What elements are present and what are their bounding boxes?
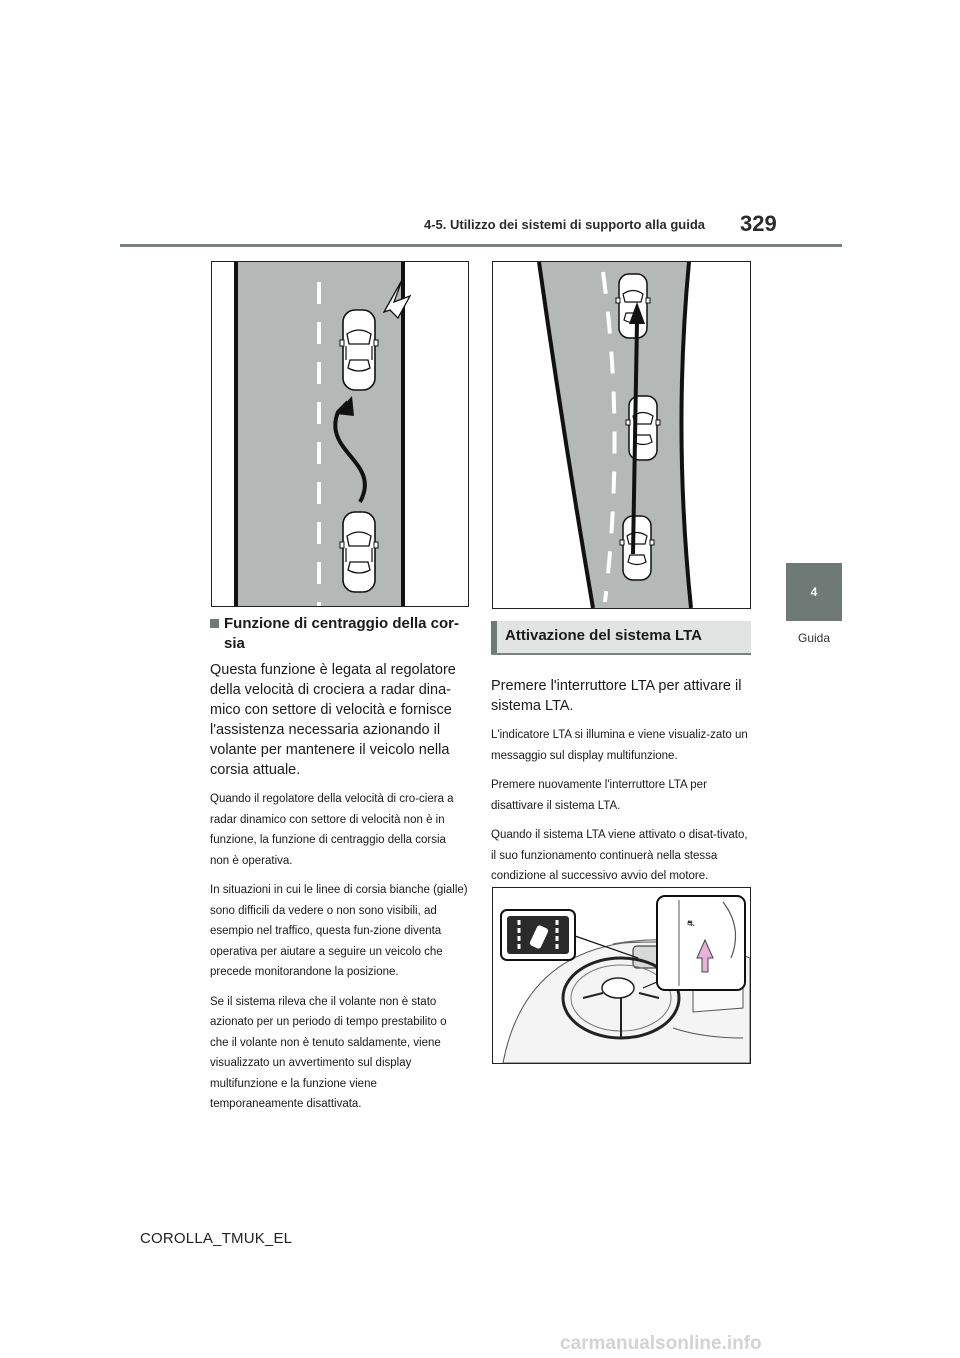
paragraph: Quando il regolatore della velocità di cro-ciera a radar dinamico con settore di velocità non è in funzione, la funzione di centraggio della corsia non è operativa. [210,793,454,867]
chapter-number: 4 [810,585,818,599]
left-column [210,614,468,1124]
lane-centering-lead: Questa funzione è legata al regolatore della velocità di crociera a radar dina-mico con settore di velocità e fornisce l'assistenza necessaria azionando il volante per mantenere il veicolo nella corsia attuale. [210,662,456,778]
activation-lead: Premere l'interruttore LTA per attivare il sistema LTA. [491,678,742,714]
paragraph: In situazioni in cui le linee di corsia bianche (gialle) sono difficili da vedere o non sono visibili, ad esempio nel traffico, questa fun-zione diventa operativa per aiutare a seguire un veicolo che precede monitorandone la posizione. [210,884,468,978]
paragraph: Se il sistema rileva che il volante non è stato azionato per un periodo di tempo prestabilito o che il volante non è tenuto saldamente, viene visualizzato un avvertimento sul display multifunzione e la funzione viene temporaneamente disattivata. [210,995,447,1110]
car-middle [626,396,660,460]
header-rule [120,244,842,247]
right-column [491,676,753,896]
chapter-tab [786,563,842,621]
car-ahead [616,274,650,338]
heading-bullet-icon [210,619,219,628]
car-own [340,512,378,592]
lane-centering-heading: Funzione di centraggio della cor-sia [210,614,468,654]
curved-lane-illustration [492,261,751,609]
chapter-label: Guida [797,631,831,645]
watermark: carmanualsonline.info [560,1333,762,1354]
lane-centering-illustration [211,261,469,607]
page-number: 329 [740,211,777,236]
paragraph: L'indicatore LTA si illumina e viene visualiz-zato un messaggio sul display multifunzione. [491,729,748,762]
cockpit-lta-switch-illustration [492,887,751,1064]
paragraph: Quando il sistema LTA viene attivato o disat-tivato, il suo funzionamento continuerà nella stessa condizione al successivo avvio del motore. [491,829,748,882]
header-section-title: 4-5. Utilizzo dei sistemi di supporto alla guida [424,217,705,232]
lta-switch-callout [657,896,745,990]
footer-model-code: COROLLA_TMUK_EL [140,1230,293,1247]
section-heading: Attivazione del sistema LTA [491,621,751,655]
lta-switch-icon: ⛐ [687,919,695,929]
car-ahead [340,310,378,390]
car-own [620,516,654,580]
paragraph: Premere nuovamente l'interruttore LTA per disattivare il sistema LTA. [491,779,707,812]
section-heading-bar [491,621,497,653]
